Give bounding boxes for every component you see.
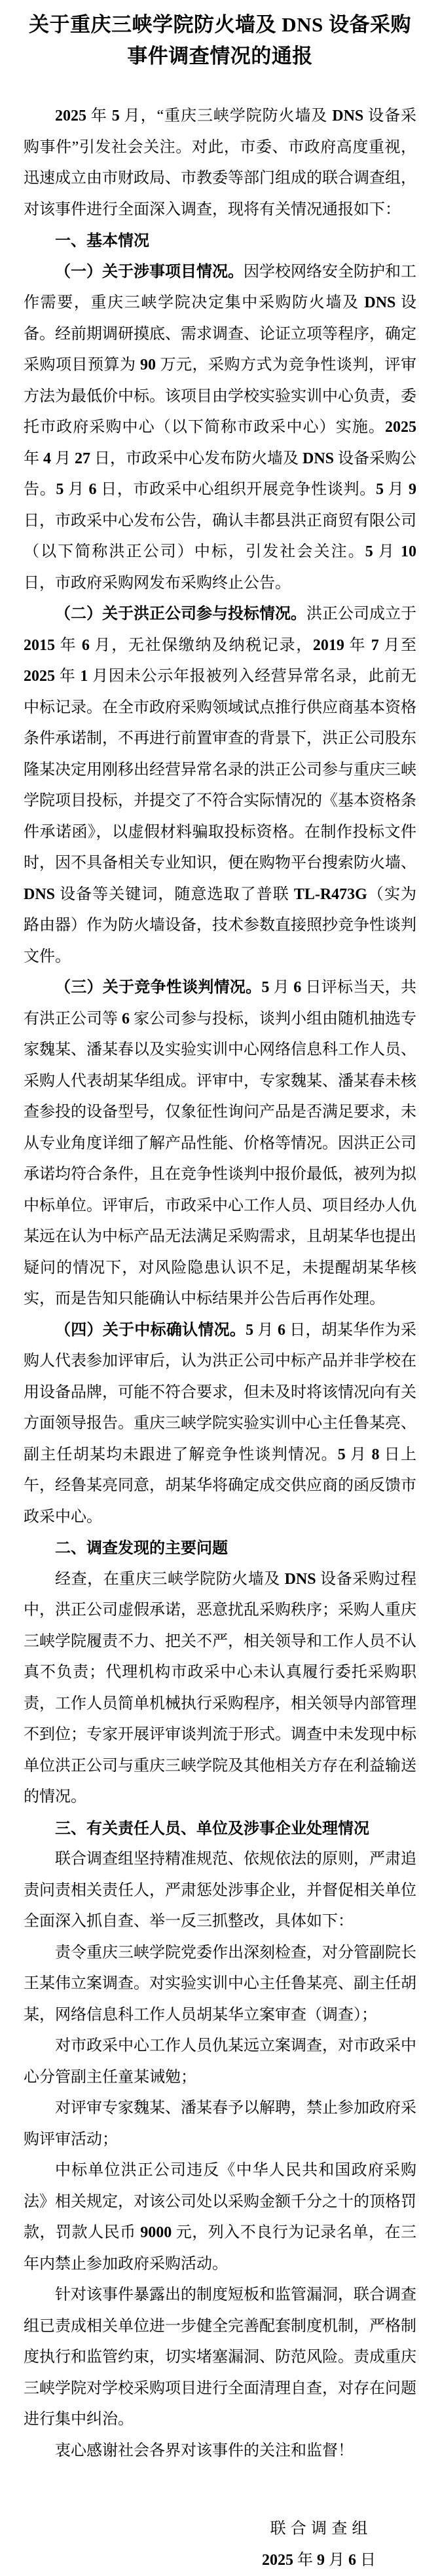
section-heading-3 bbox=[24, 1813, 416, 1845]
paragraph-1-4 bbox=[24, 1315, 416, 1533]
document-title-line-1: 关于重庆三峡学院防火墙及 DNS 设备采购 bbox=[24, 9, 416, 41]
paragraph-3-6 bbox=[24, 2280, 416, 2436]
paragraph-3-4 bbox=[24, 2093, 416, 2155]
paragraph-3-2-text: 责令重庆三峡学院党委作出深刻检查，对分管副院长王某伟立案调查。对实验实训中心主任鲁某亮、副主任胡某，网络信息科工作人员胡某华立案审查（调查）； bbox=[24, 1944, 416, 2024]
section-heading-2 bbox=[24, 1533, 416, 1564]
signature-org: 联合调查组 bbox=[262, 2514, 376, 2545]
paragraph-1-4-text: 5 月 6 日，胡某华作为采购人代表参加评审后，认为洪正公司中标产品并非学校在用设备品牌，可能不符合要求，但未及时将该情况向有关方面领导报告。重庆三峡学院实验实训中心主任鲁某亮、副主任胡某均未跟进了解竞争性谈判情况。5 月 8 日上午，经鲁某亮同意，胡某华将确定成交供应商的函反馈市政采中心。 bbox=[24, 1322, 416, 1526]
intro-paragraph-text: 2025 年 5 月，“重庆三峡学院防火墙及 DNS 设备采购事件”引发社会关注。对此，市委、市政府高度重视，迅速成立由市财政局、市教委等部门组成的联合调查组，对该事件进行全面深入调查，现将有关情况通报如下： bbox=[24, 107, 416, 218]
paragraph-3-3-text: 对市政采中心工作人员仇某远立案调查，对市政采中心分管副主任童某诫勉； bbox=[24, 2037, 416, 2086]
paragraph-3-6-text: 针对该事件暴露出的制度短板和监管漏洞，联合调查组已责成相关单位进一步健全完善配套制度机制，严格制度执行和监管约束，切实堵塞漏洞、防范风险。责成重庆三峡学院对学校采购项目进行全面清理自查，对存在问题进行集中纠治。 bbox=[24, 2286, 416, 2428]
signature-date: 2025 年 9 月 6 日 bbox=[262, 2545, 376, 2576]
document-title bbox=[24, 9, 416, 72]
document-body bbox=[24, 101, 416, 2467]
paragraph-3-4-text: 对评审专家魏某、潘某春予以解聘，禁止参加政府采购评审活动； bbox=[24, 2100, 416, 2148]
paragraph-3-7-text: 衷心感谢社会各界对该事件的关注和监督！ bbox=[55, 2442, 354, 2459]
paragraph-3-7 bbox=[24, 2436, 416, 2467]
paragraph-1-1-text: 因学校网络安全防护和工作需要，重庆三峡学院决定集中采购防火墙及 DNS 设备。经前期调研摸底、需求调查、论证立项等程序，确定采购项目预算为 90 万元，采购方式为竞争性谈判，评审方法为最低价中标。该项目由学校实验实训中心负责，委托市政府采购中心（以下简称市政采中心）实施。2025 年 4 月 27 日，市政采中心发布防火墙及 DNS 设备采购公告。5 月 6 日，市政采中心组织开展竞争性谈判。5 月 9 日，市政采中心发布公告，确认丰都县洪正商贸有限公司（以下简称洪正公司）中标，引发社会关注。5 月 10 日，市政府采购网发布采购终止公告。 bbox=[24, 263, 416, 592]
intro-paragraph bbox=[24, 101, 416, 225]
paragraph-1-1 bbox=[24, 257, 416, 600]
paragraph-3-5 bbox=[24, 2155, 416, 2280]
paragraph-1-3 bbox=[24, 972, 416, 1315]
paragraph-1-3-lead: （三）关于竞争性谈判情况。 bbox=[55, 979, 261, 996]
paragraph-1-2-text: 洪正公司成立于 2015 年 6 月，无社保缴纳及纳税记录，2019 年 7 月至 2025 年 1 月因未公示年报被列入经营异常名录，此前无中标记录。在全市政府采购领域试点推行供应商基本资格条件承诺制，不再进行前置审查的背景下，洪正公司股东隆某决定用刚移出经营异常名录的洪正公司参与重庆三峡学院项目投标，并提交了不符合实际情况的《基本资格条件承诺函》，以虚假材料骗取投标资格。在制作投标文件时，因不具备相关专业知识，便在购物平台搜索防火墙、DNS 设备等关键词，随意选取了普联 TL-R473G（实为路由器）作为防火墙设备，技术参数直接照抄竞争性谈判文件。 bbox=[24, 606, 416, 965]
paragraph-3-1 bbox=[24, 1844, 416, 1938]
paragraph-3-1-text: 联合调查组坚持精准规范、依规依法的原则，严肃追责问责相关责任人，严肃惩处涉事企业，并督促相关单位全面深入抓自查、举一反三抓整改，具体如下： bbox=[24, 1851, 416, 1930]
signature-block bbox=[24, 2514, 416, 2576]
paragraph-1-2 bbox=[24, 599, 416, 972]
paragraph-3-3 bbox=[24, 2031, 416, 2093]
section-heading-3-text: 三、有关责任人员、单位及涉事企业处理情况 bbox=[55, 1820, 369, 1837]
document-title-line-2: 事件调查情况的通报 bbox=[24, 41, 416, 72]
paragraph-1-4-lead: （四）关于中标确认情况。 bbox=[55, 1322, 246, 1339]
paragraph-2-1 bbox=[24, 1564, 416, 1813]
signature-inner bbox=[262, 2514, 376, 2576]
paragraph-1-1-lead: （一）关于涉事项目情况。 bbox=[55, 263, 244, 280]
section-heading-1-text: 一、基本情况 bbox=[55, 232, 149, 250]
paragraph-3-2 bbox=[24, 1938, 416, 2031]
paragraph-3-5-text: 中标单位洪正公司违反《中华人民共和国政府采购法》相关规定，对该公司处以采购金额千分之十的顶格罚款，罚款人民币 9000 元，列入不良行为记录名单，在三年内禁止参加政府采购活动。 bbox=[24, 2162, 416, 2273]
section-heading-1 bbox=[24, 225, 416, 257]
paragraph-2-1-text: 经查，在重庆三峡学院防火墙及 DNS 设备采购过程中，洪正公司虚假承诺，恶意扰乱采购秩序；采购人重庆三峡学院履责不力、把关不严，相关领导和工作人员不认真不负责；代理机构市政采中心未认真履行委托采购职责，工作人员简单机械执行采购程序，相关领导内部管理不到位；专家开展评审谈判流于形式。调查中未发现中标单位洪正公司与重庆三峡学院及其他相关方存在利益输送的情况。 bbox=[24, 1571, 416, 1806]
paragraph-1-2-lead: （二）关于洪正公司参与投标情况。 bbox=[55, 606, 306, 623]
paragraph-1-3-text: 5 月 6 日评标当天，共有洪正公司等 6 家公司参与投标，谈判小组由随机抽选专家魏某、潘某春以及实验实训中心网络信息科工作人员、采购人代表胡某华组成。评审中，专家魏某、潘某春未核查参投的设备型号，仅象征性询问产品是否满足要求，未从专业角度详细了解产品性能、价格等情况。因洪正公司承诺均符合条件，且在竞争性谈判中报价最低，被列为拟中标单位。评审后，市政采中心工作人员、项目经办人仇某远在认为中标产品无法满足采购需求，且胡某华也提出疑问的情况下，对风险隐患认识不足，未提醒胡某华核实，而是告知只能确认中标结果并公告后再作处理。 bbox=[24, 979, 416, 1307]
section-heading-2-text: 二、调查发现的主要问题 bbox=[55, 1539, 228, 1557]
